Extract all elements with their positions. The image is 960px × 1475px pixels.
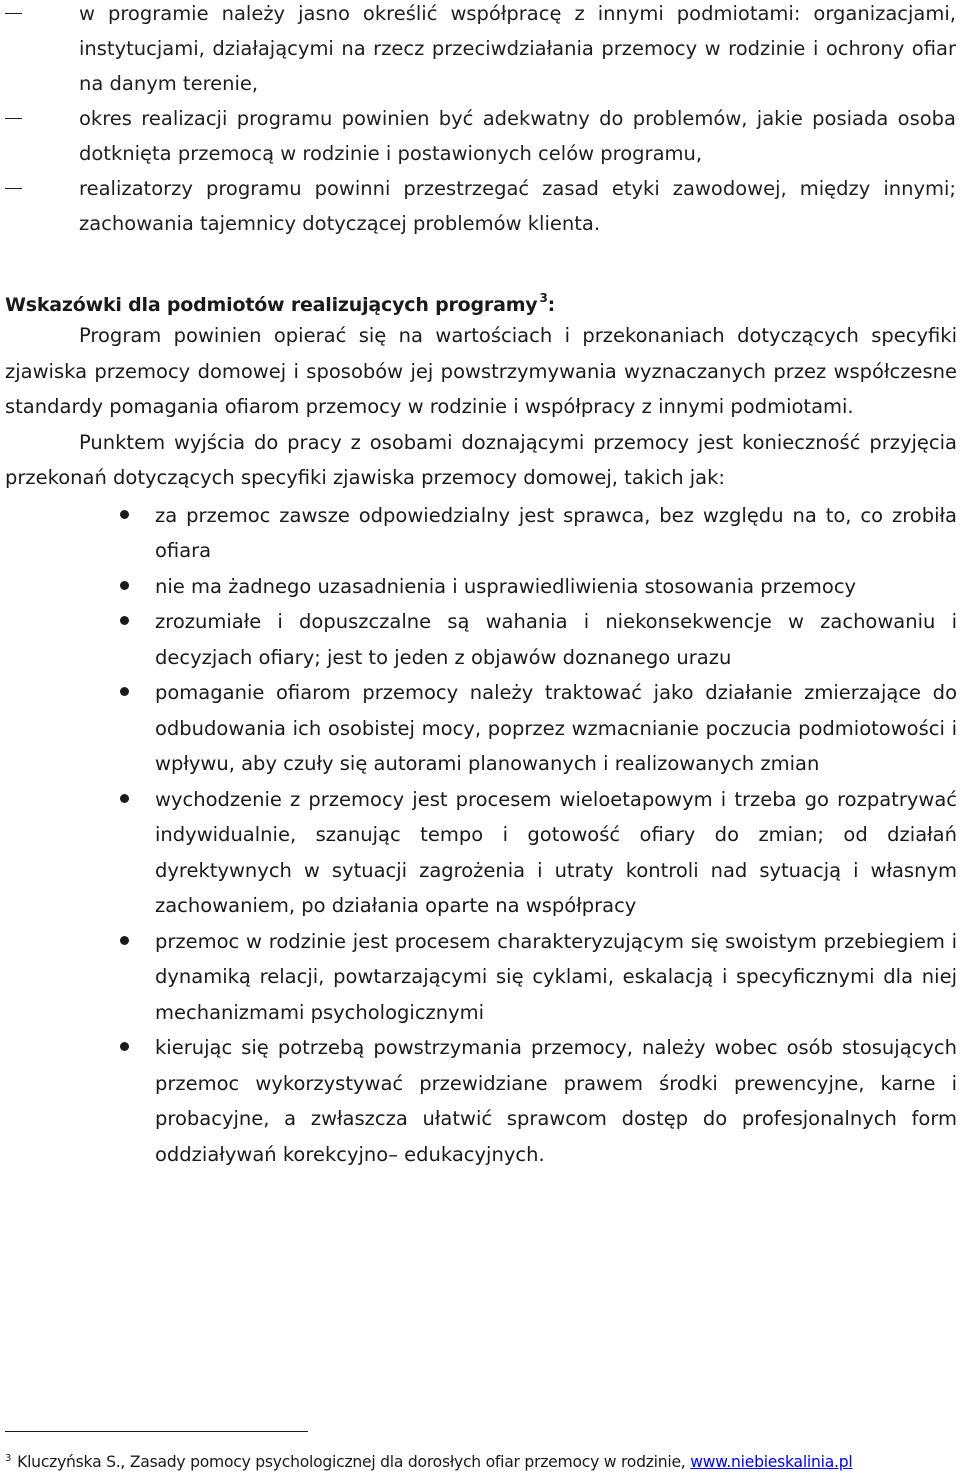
section-heading-suffix: : xyxy=(547,294,556,316)
dash-list xyxy=(0,0,960,241)
dash-list-item xyxy=(0,0,960,101)
dash-bullet-icon xyxy=(5,188,22,189)
bullet-icon xyxy=(120,510,129,519)
section-body xyxy=(0,318,960,1172)
section-heading-text: Wskazówki dla podmiotów realizujących programy xyxy=(5,294,538,316)
paragraph-values: Program powinien opierać się na wartościach i przekonaniach dotyczących specyfiki zjawiska przemocy domowej i sposobów jej powstrzymywania wyznaczanych przez współczesne standardy pomagania ofiarom przemocy w rodzinie i współpracy z innymi podmiotami. xyxy=(5,324,957,418)
bullet-list-item xyxy=(0,604,960,675)
bullet-list-item xyxy=(0,498,960,569)
footnote xyxy=(5,1448,852,1473)
bullet-list-item xyxy=(0,782,960,924)
bullet-icon xyxy=(120,794,129,803)
bullet-icon xyxy=(120,687,129,696)
section-heading xyxy=(5,283,555,320)
dash-list-item xyxy=(0,101,960,171)
dash-list-item-text: okres realizacji programu powinien być adekwatny do problemów, jakie posiada osoba dotknięta przemocą w rodzinie i postawionych celów programu, xyxy=(79,107,956,165)
bullet-icon xyxy=(120,616,129,625)
dash-bullet-icon xyxy=(5,118,22,119)
dash-list-item-text: w programie należy jasno określić współpracę z innymi podmiotami: organizacjami, instytucjami, działającymi na rzecz przeciwdziałania przemocy w rodzinie i ochrony ofiar na danym terenie, xyxy=(79,2,956,95)
footnote-separator xyxy=(5,1431,308,1432)
bullet-list-item xyxy=(0,569,960,605)
bullet-list-item-text: kierując się potrzebą powstrzymania przemocy, należy wobec osób stosujących przemoc wykorzystywać przewidziane prawem środki prewencyjne, karne i probacyjne, a zwłaszcza ułatwić sprawcom dostęp do profesjonalnych form oddziaływań korekcyjno– edukacyjnych. xyxy=(155,1036,957,1166)
dash-bullet-icon xyxy=(5,13,22,14)
bullet-list-item-text: zrozumiałe i dopuszczalne są wahania i niekonsekwencje w zachowaniu i decyzjach ofiary; jest to jeden z objawów doznanego urazu xyxy=(155,610,957,669)
dash-list-item-text: realizatorzy programu powinni przestrzegać zasad etyki zawodowej, między innymi; zachowania tajemnicy dotyczącej problemów klienta. xyxy=(79,177,956,235)
footnote-reference: 3 xyxy=(539,291,548,305)
footnote-link[interactable]: www.niebieskalinia.pl xyxy=(690,1453,853,1471)
footnote-marker: 3 xyxy=(5,1453,12,1464)
bullet-list-item-text: pomaganie ofiarom przemocy należy traktować jako działanie zmierzające do odbudowania ich osobistej mocy, poprzez wzmacnianie poczucia podmiotowości i wpływu, aby czuły się autorami planowanych i realizowanych zmian xyxy=(155,681,957,775)
bullet-icon xyxy=(120,936,129,945)
bullet-list-item xyxy=(0,675,960,782)
bullet-icon xyxy=(120,581,129,590)
paragraph-starting-point: Punktem wyjścia do pracy z osobami doznającymi przemocy jest konieczność przyjęcia przekonań dotyczących specyfiki zjawiska przemocy domowej, takich jak: xyxy=(5,430,957,489)
bullet-list-item xyxy=(0,1030,960,1172)
bullet-list xyxy=(0,498,960,1173)
bullet-list-item xyxy=(0,924,960,1031)
dash-list-item xyxy=(0,171,960,241)
bullet-icon xyxy=(120,1042,129,1051)
bullet-list-item-text: przemoc w rodzinie jest procesem charakteryzującym się swoistym przebiegiem i dynamiką relacji, powtarzającymi się cyklami, eskalacją i specyficznymi dla niej mechanizmami psychologicznymi xyxy=(155,929,957,1024)
bullet-list-item-text: za przemoc zawsze odpowiedzialny jest sprawca, bez względu na to, co zrobiła ofiara xyxy=(155,503,957,562)
bullet-list-item-text: wychodzenie z przemocy jest procesem wieloetapowym i trzeba go rozpatrywać indywidualnie, szanując tempo i gotowość ofiary do zmian; od działań dyrektywnych w sytuacji zagrożenia i utraty kontroli nad sytuacją i własnym zachowaniem, po działania oparte na współpracy xyxy=(155,787,957,917)
footnote-text: Kluczyńska S., Zasady pomocy psychologicznej dla dorosłych ofiar przemocy w rodzinie, xyxy=(17,1453,691,1471)
bullet-list-item-text: nie ma żadnego uzasadnienia i usprawiedliwienia stosowania przemocy xyxy=(155,574,857,598)
